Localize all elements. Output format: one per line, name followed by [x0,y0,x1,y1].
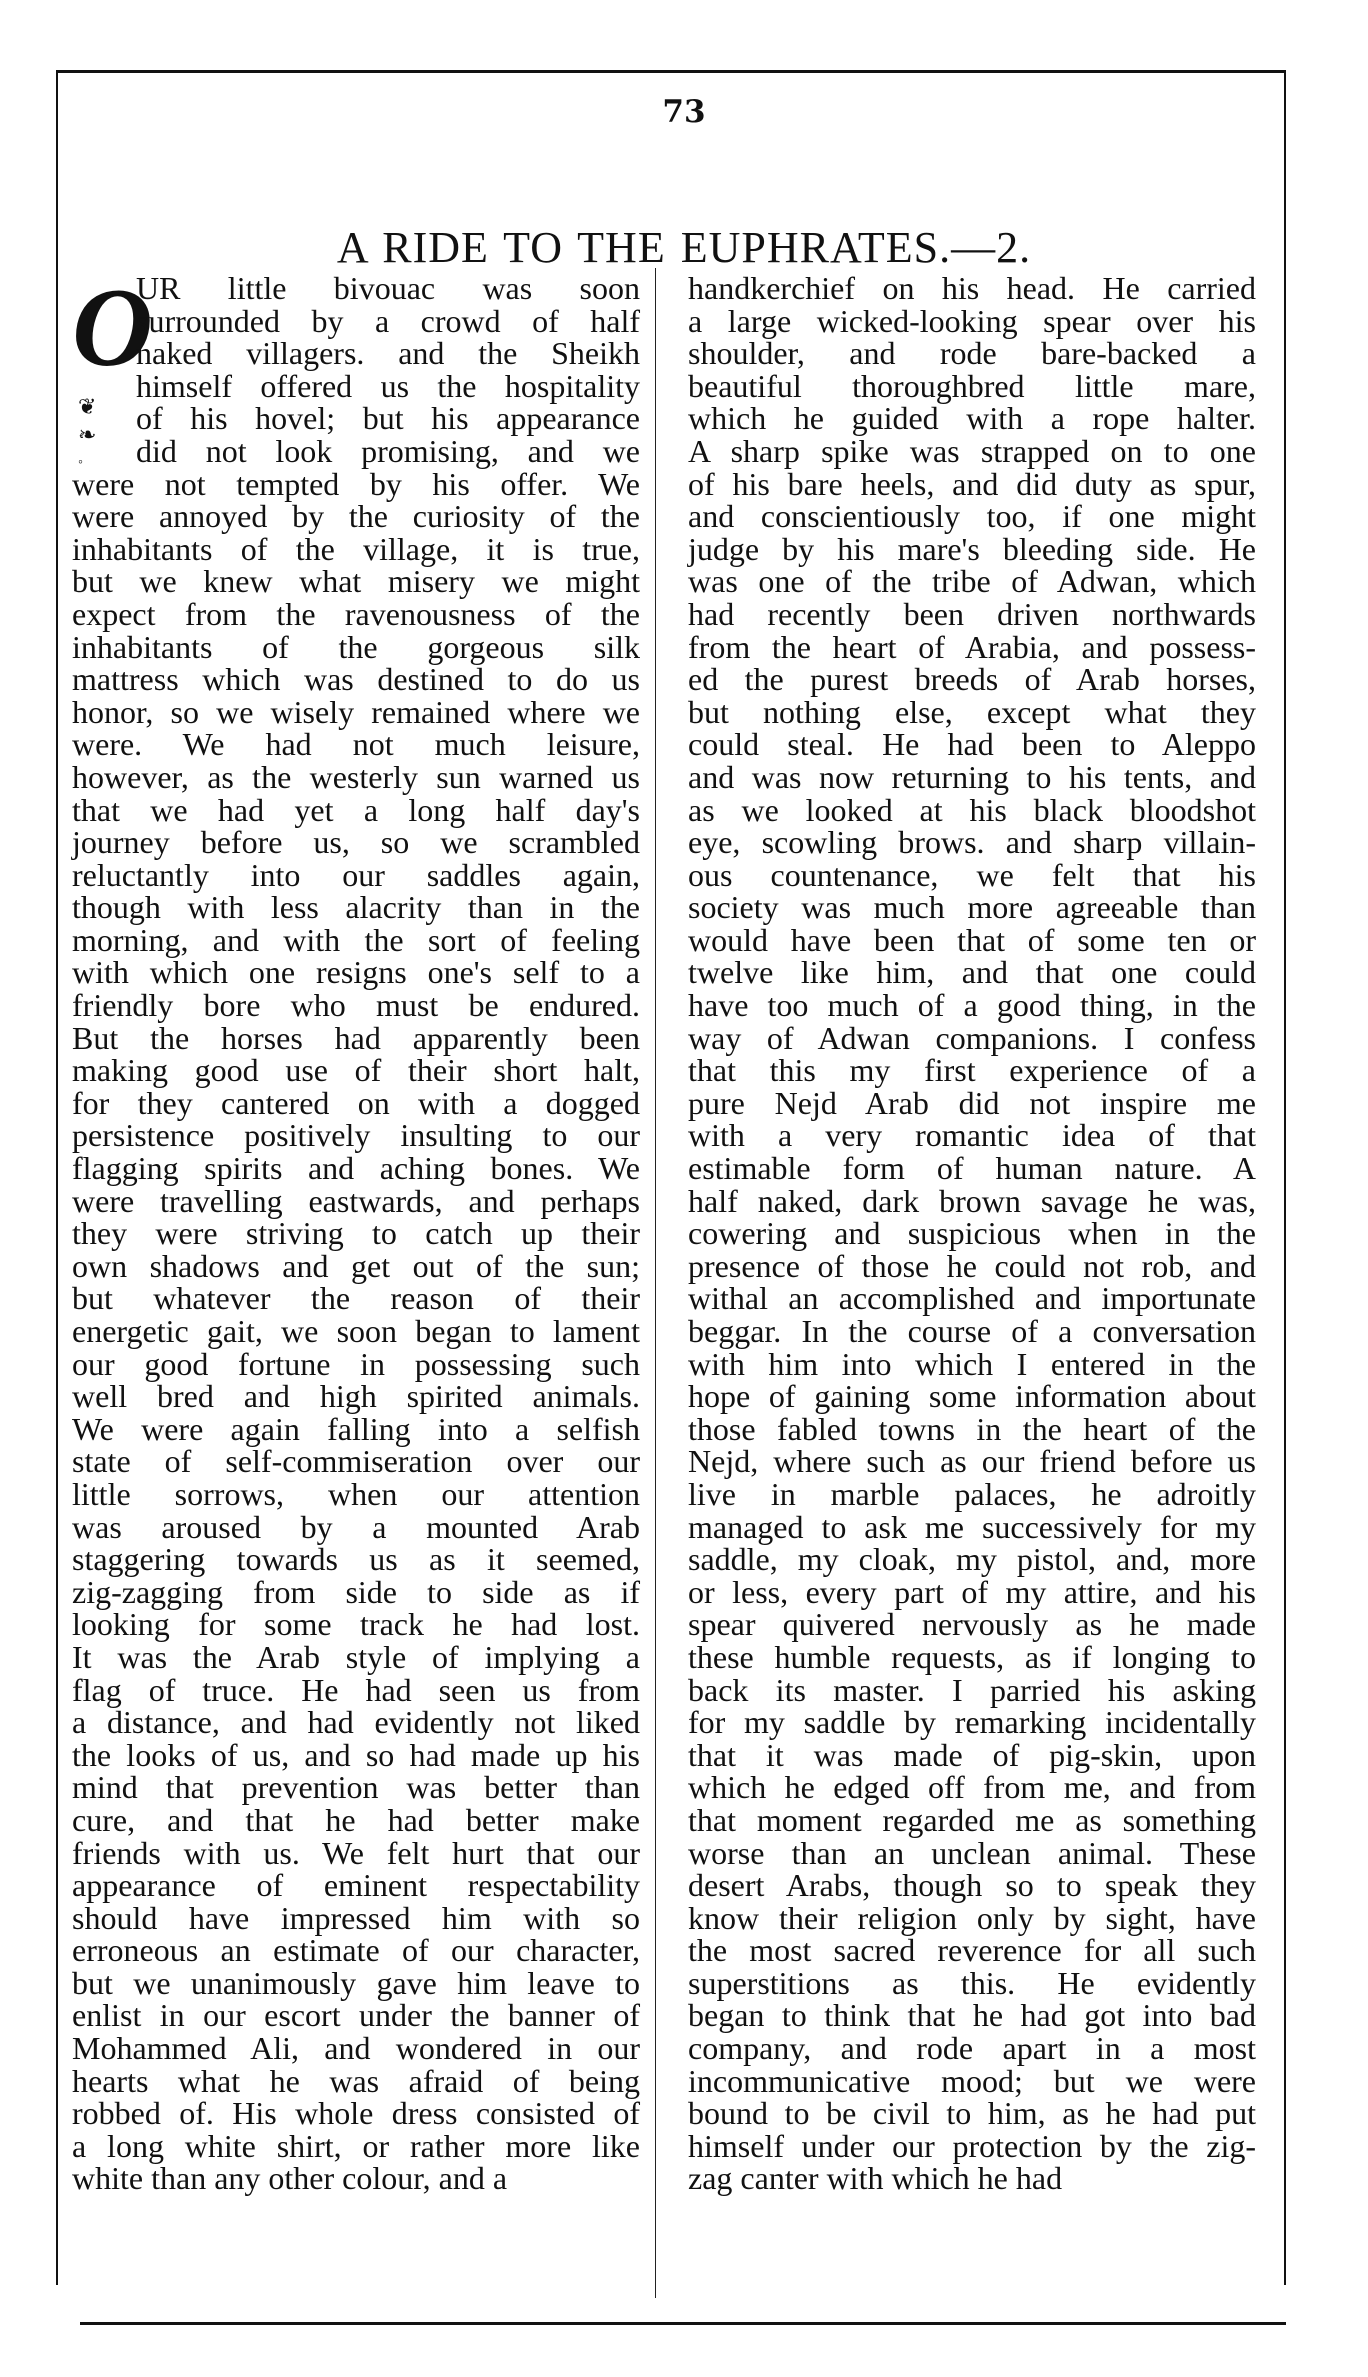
text-line: estimable form of human nature. A [688,1150,1256,1187]
text-line: or less, every part of my attire, and his [688,1573,1256,1610]
text-line: but we knew what misery we might [72,563,640,600]
text-line: bound to be civil to him, as he had put [688,2095,1256,2132]
text-line: our good fortune in possessing such [72,1345,640,1382]
text-line: with a very romantic idea of that [688,1117,1256,1154]
text-line: was one of the tribe of Adwan, which [688,563,1256,600]
text-line: were not tempted by his offer. We [72,465,640,502]
article-title: A RIDE TO THE EUPHRATES.—2. [336,223,1032,272]
text-line: UR little bivouac was soon [136,270,640,306]
text-line: inhabitants of the village, it is true, [72,530,640,567]
text-line: for my saddle by remarking incidentally [688,1704,1256,1741]
text-line: that we had yet a long half day's [72,791,640,828]
text-line: hearts what he was afraid of being [72,2062,640,2099]
text-line: flagging spirits and aching bones. We [72,1150,640,1187]
text-line: that this my first experience of a [688,1052,1256,1089]
text-line: robbed of. His whole dress consisted of [72,2095,640,2132]
text-line: desert Arabs, though so to speak they [688,1867,1256,1904]
text-line: were annoyed by the curiosity of the [72,498,640,535]
text-line: that it was made of pig-skin, upon [688,1736,1256,1773]
text-line: would have been that of some ten or [688,921,1256,958]
text-line: reluctantly into our saddles again, [72,856,640,893]
text-line: withal an accomplished and importunate [688,1280,1256,1317]
text-line: however, as the westerly sun warned us [72,758,640,795]
text-line: was aroused by a mounted Arab [72,1508,640,1545]
text-line: inhabitants of the gorgeous silk [72,628,640,665]
text-line: twelve like him, and that one could [688,954,1256,991]
text-line: honor, so we wisely remained where we [72,693,640,730]
text-line: the looks of us, and so had made up his [72,1736,640,1773]
text-line: zig-zagging from side to side as if [72,1573,640,1610]
text-line: But the horses had apparently been [72,1019,640,1056]
text-line: well bred and high spirited animals. [72,1378,640,1415]
text-line: from the heart of Arabia, and possess- [688,628,1256,665]
text-line: a distance, and had evidently not liked [72,1704,640,1741]
text-line: morning, and with the sort of feeling [72,921,640,958]
text-line: and conscientiously too, if one might [688,498,1256,535]
ornament-icon: ◦ [78,455,83,470]
text-line: himself under our protection by the zig- [688,2127,1256,2164]
text-line: Nejd, where such as our friend before us [688,1443,1256,1480]
left-column [72,266,640,2197]
text-line: staggering towards us as it seemed, [72,1541,640,1578]
text-line: enlist in our escort under the banner of [72,1997,640,2034]
ornament-icon: ❦ [78,394,97,419]
text-line: It was the Arab style of implying a [72,1638,640,1675]
text-line: A sharp spike was strapped on to one [688,432,1256,469]
text-line: mattress which was destined to do us [72,661,640,698]
text-line: for they cantered on with a dogged [72,1084,640,1121]
text-line: presence of those he could not rob, and [688,1247,1256,1284]
text-line: Mohammed Ali, and wondered in our [72,2030,640,2067]
text-line: and was now returning to his tents, and [688,758,1256,795]
text-line: live in marble palaces, he adroitly [688,1475,1256,1512]
text-line: shoulder, and rode bare-backed a [688,335,1256,372]
text-line: began to think that he had got into bad [688,1997,1256,2034]
text-line: mind that prevention was better than [72,1769,640,1806]
page-number: 73 [662,94,706,130]
text-line: little sorrows, when our attention [72,1475,640,1512]
text-line: a large wicked-looking spear over his [688,302,1256,339]
text-line: beautiful thoroughbred little mare, [688,367,1256,404]
text-line: beggar. In the course of a conversation [688,1313,1256,1349]
text-line: they were striving to catch up their [72,1215,640,1252]
text-line: journey before us, so we scrambled [72,824,640,861]
text-line: cowering and suspicious when in the [688,1215,1256,1252]
text-line: handkerchief on his head. He carried [688,270,1256,306]
text-line: saddle, my cloak, my pistol, and, more [688,1541,1256,1578]
text-line: expect from the ravenousness of the [72,595,640,632]
text-line: could steal. He had been to Aleppo [688,726,1256,763]
text-line: should have impressed him with so [72,1899,640,1936]
text-line: with him into which I entered in the [688,1345,1256,1382]
text-line: judge by his mare's bleeding side. He [688,530,1256,567]
text-line: surrounded by a crowd of half [136,302,640,339]
text-line: the most sacred reverence for all such [688,1932,1256,1969]
text-line: appearance of eminent respectability [72,1867,640,1904]
drop-cap-letter: O [72,266,153,390]
text-line: making good use of their short halt, [72,1052,640,1089]
text-line: way of Adwan companions. I confess [688,1019,1256,1056]
ornament-icon: ❧ [78,422,97,447]
text-line: did not look promising, and we [136,432,640,469]
text-line: know their religion only by sight, have [688,1899,1256,1936]
text-line: but we unanimously gave him leave to [72,1964,640,2001]
text-line: state of self-commiseration over our [72,1443,640,1480]
text-line: but whatever the reason of their [72,1280,640,1317]
text-line: cure, and that he had better make [72,1801,640,1838]
text-line: have too much of a good thing, in the [688,987,1256,1024]
text-line: half naked, dark brown savage he was, [688,1182,1256,1219]
bottom-rule [80,2322,1286,2325]
text-line: back its master. I parried his asking [688,1671,1256,1708]
text-line: pure Nejd Arab did not inspire me [688,1084,1256,1121]
text-line: were. We had not much leisure, [72,726,640,763]
text-line: which he edged off from me, and from [688,1769,1256,1806]
text-line: had recently been driven northwards [688,595,1256,632]
text-line: as we looked at his black bloodshot [688,791,1256,828]
text-line: incommunicative mood; but we were [688,2062,1256,2099]
text-line: these humble requests, as if longing to [688,1638,1256,1675]
text-line: of his bare heels, and did duty as spur, [688,465,1256,502]
text-line: energetic gait, we soon began to lament [72,1313,640,1349]
text-line: society was much more agreeable than [688,889,1256,926]
right-column [688,272,1256,2195]
text-line: that moment regarded me as something [688,1801,1256,1838]
text-line: persistence positively insulting to our [72,1117,640,1154]
text-line: a long white shirt, or rather more like [72,2127,640,2164]
text-line: which he guided with a rope halter. [688,400,1256,437]
text-line: ed the purest breeds of Arab horses, [688,661,1256,698]
text-line: though with less alacrity than in the [72,889,640,926]
text-line: managed to ask me successively for my [688,1508,1256,1545]
text-line: himself offered us the hospitality [136,367,640,404]
text-line: erroneous an estimate of our character, [72,1932,640,1969]
text-line: flag of truce. He had seen us from [72,1671,640,1708]
text-line: spear quivered nervously as he made [688,1606,1256,1643]
text-line: but nothing else, except what they [688,693,1256,730]
text-line: superstitions as this. He evidently [688,1964,1256,2001]
text-line: worse than an unclean animal. These [688,1834,1256,1871]
text-line: ous countenance, we felt that his [688,856,1256,893]
text-line: looking for some track he had lost. [72,1606,640,1643]
text-line: We were again falling into a selfish [72,1410,640,1447]
text-line: were travelling eastwards, and perhaps [72,1182,640,1219]
text-line: friendly bore who must be endured. [72,987,640,1024]
text-line: eye, scowling brows. and sharp villain- [688,824,1256,861]
text-line: naked villagers. and the Sheikh [136,335,640,372]
text-line: own shadows and get out of the sun; [72,1247,640,1284]
text-line: company, and rode apart in a most [688,2030,1256,2067]
text-line: of his hovel; but his appearance [136,400,640,437]
text-line: with which one resigns one's self to a [72,954,640,991]
text-line: those fabled towns in the heart of the [688,1410,1256,1447]
text-line: friends with us. We felt hurt that our [72,1834,640,1871]
text-line: white than any other colour, and a [72,2160,508,2197]
text-line: hope of gaining some information about [688,1378,1256,1415]
text-line: zag canter with which he had [688,2160,1063,2197]
column-divider [655,268,656,2298]
